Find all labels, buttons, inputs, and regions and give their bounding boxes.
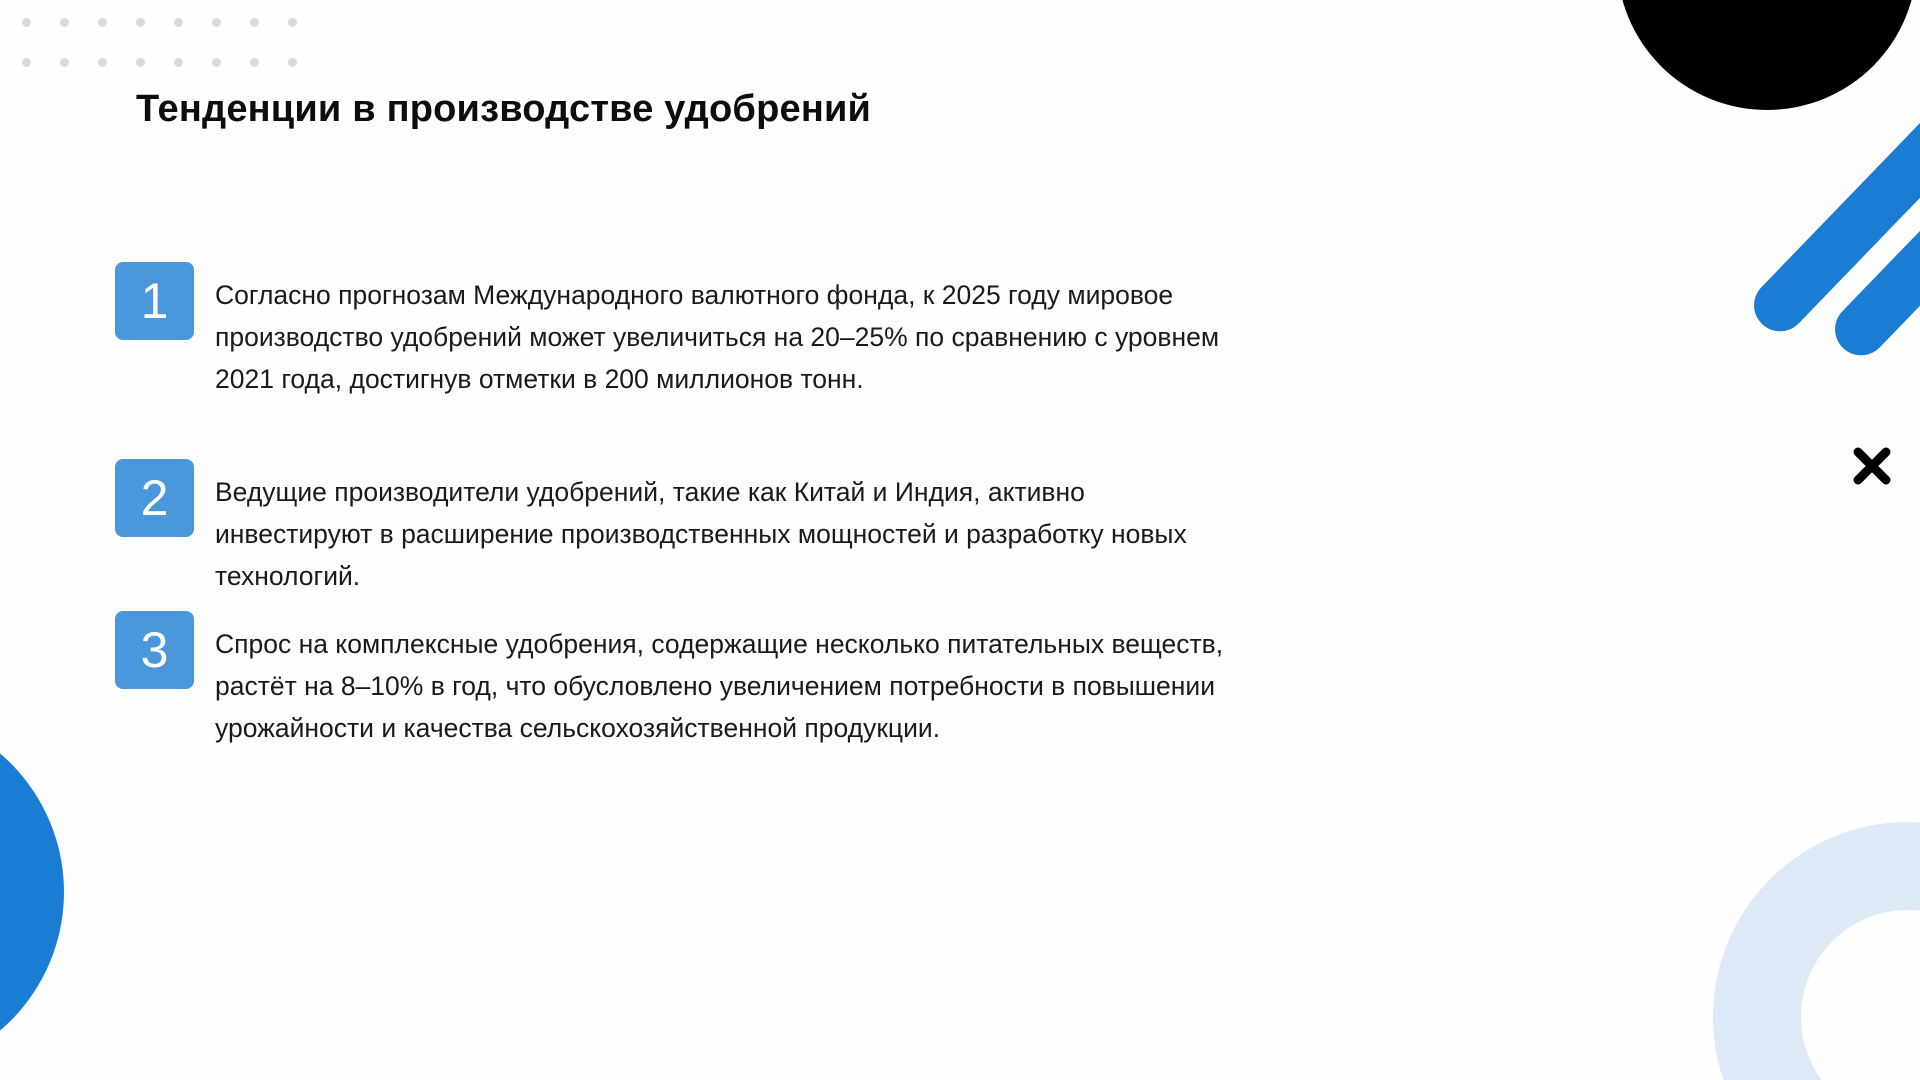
number-badge: 2 <box>115 459 194 537</box>
number-badge: 3 <box>115 611 194 689</box>
slide-title: Тенденции в производстве удобрений <box>136 88 872 130</box>
dot <box>250 58 259 67</box>
x-icon <box>1852 446 1892 486</box>
dot <box>22 18 31 27</box>
dot <box>212 58 221 67</box>
dot <box>136 18 145 27</box>
dot <box>98 18 107 27</box>
dot <box>22 58 31 67</box>
dot <box>136 58 145 67</box>
item-text: Согласно прогнозам Международного валютного фонда, к 2025 году мировое производство удобрений может увеличиться на 20–25% по сравнению с уровнем 2021 года, достигнув отметки в 200 миллионов тонн. <box>215 280 1220 394</box>
dot <box>250 18 259 27</box>
dot <box>288 18 297 27</box>
black-circle-decoration <box>1617 0 1917 110</box>
dot <box>288 58 297 67</box>
blue-half-circle-decoration <box>0 710 64 1074</box>
dot <box>174 18 183 27</box>
list-item <box>115 611 1235 749</box>
dot <box>60 18 69 27</box>
item-text: Ведущие производители удобрений, такие как Китай и Индия, активно инвестируют в расширение производственных мощностей и разработку новых технологий. <box>215 477 1187 591</box>
dot-grid-decoration <box>22 18 302 74</box>
light-blue-ring-decoration <box>1713 822 1920 1080</box>
dot <box>212 18 221 27</box>
item-text: Спрос на комплексные удобрения, содержащие несколько питательных веществ, растёт на 8–10% в год, что обусловлено увеличением потребности в повышении урожайности и качества сельскохозяйственной продукции. <box>215 629 1224 743</box>
list-item <box>115 459 1235 597</box>
number-badge: 1 <box>115 262 194 340</box>
dot <box>60 58 69 67</box>
list-item <box>115 262 1235 400</box>
dot <box>174 58 183 67</box>
dot <box>98 58 107 67</box>
